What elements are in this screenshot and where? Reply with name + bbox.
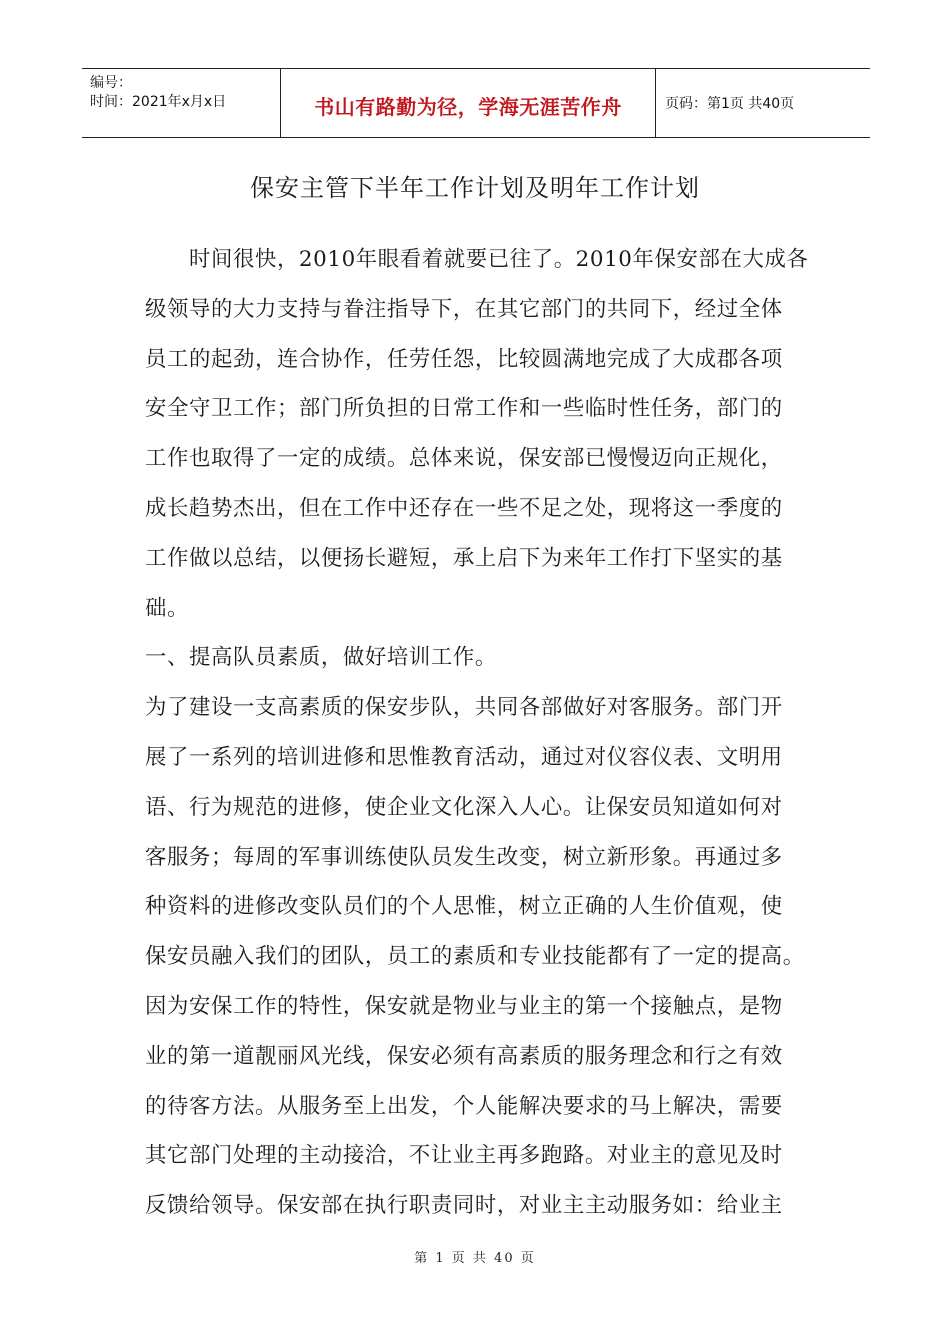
body-line: 工作也取得了一定的成绩。总体来说，保安部已慢慢迈向正规化， — [145, 446, 783, 472]
body-line: 语、行为规范的进修，使企业文化深入人心。让保安员知道如何对 — [145, 794, 783, 820]
page-footer: 第 1 页 共 40 页 — [414, 1251, 536, 1266]
body-line: 保安员融入我们的团队，员工的素质和专业技能都有了一定的提高。 — [145, 944, 805, 970]
body-line: 安全守卫工作；部门所负担的日常工作和一些临时性任务，部门的 — [145, 396, 783, 422]
body-line: 因为安保工作的特性，保安就是物业与业主的第一个接触点，是物 — [145, 993, 783, 1019]
body-line: 工作做以总结，以便扬长避短，承上启下为来年工作打下坚实的基 — [145, 545, 783, 571]
page-number-text: 页码：第1页 共40页 — [665, 96, 795, 112]
header-info-cell — [82, 69, 280, 137]
body-line: 客服务；每周的军事训练使队员发生改变，树立新形象。再通过多 — [145, 844, 783, 870]
motto-text: 书山有路勤为径，学海无涯苦作舟 — [314, 95, 622, 119]
body-line: 展了一系列的培训进修和思惟教育活动，通过对仪容仪表、文明用 — [145, 744, 783, 770]
body-line: 其它部门处理的主动接洽，不让业主再多跑路。对业主的意见及时 — [145, 1143, 783, 1169]
body-line: 的待客方法。从服务至上出发，个人能解决要求的马上解决，需要 — [145, 1093, 783, 1119]
body-line: 成长趋势杰出，但在工作中还存在一些不足之处，现将这一季度的 — [145, 495, 783, 521]
section-heading: 一、提高队员素质，做好培训工作。 — [145, 645, 497, 671]
body-line: 员工的起劲，连合协作，任劳任怨，比较圆满地完成了大成郡各项 — [145, 346, 783, 372]
body-line: 种资料的进修改变队员们的个人思惟，树立正确的人生价值观，使 — [145, 894, 783, 920]
body-line: 时间很快，2010年眼看着就要已往了。2010年保安部在大成各 — [145, 247, 809, 272]
body-line: 业的第一道靓丽风光线，保安必须有高素质的服务理念和行之有效 — [145, 1043, 783, 1069]
body-line: 础。 — [145, 595, 189, 621]
document-title: 保安主管下半年工作计划及明年工作计划 — [250, 174, 700, 202]
number-label: 编号： — [90, 75, 132, 91]
body-line: 为了建设一支高素质的保安步队，共同各部做好对客服务。部门开 — [145, 695, 783, 721]
body-line: 反馈给领导。保安部在执行职责同时，对业主主动服务如：给业主 — [145, 1193, 783, 1219]
document-body — [145, 235, 807, 1231]
time-text: 时间：2021年x月x日 — [90, 94, 227, 110]
body-line: 级领导的大力支持与眷注指导下，在其它部门的共同下，经过全体 — [145, 296, 783, 322]
header-motto-cell — [280, 69, 656, 137]
document-header-table — [82, 68, 870, 138]
header-page-cell — [655, 69, 870, 137]
